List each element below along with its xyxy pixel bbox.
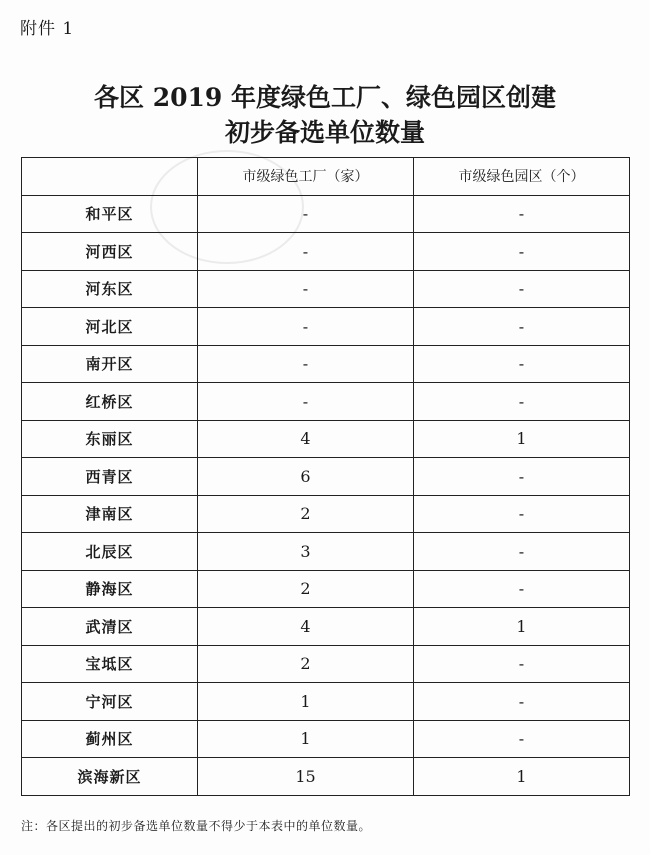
table-row (22, 458, 630, 496)
table-row (22, 270, 630, 308)
district-name-cell: 红桥区 (22, 383, 198, 421)
green-park-count-cell: - (414, 345, 630, 383)
green-park-count-cell: 1 (414, 420, 630, 458)
green-park-count-cell: - (414, 233, 630, 271)
green-factory-count-cell: 2 (198, 570, 414, 608)
district-name-cell: 河北区 (22, 308, 198, 346)
table-row (22, 720, 630, 758)
attachment-label: 附件 1 (20, 19, 75, 39)
header-green-factories: 市级绿色工厂（家） (198, 158, 414, 196)
district-name-cell: 滨海新区 (22, 758, 198, 796)
green-factory-count-cell: - (198, 195, 414, 233)
district-name-cell: 武清区 (22, 608, 198, 646)
district-name-cell: 河西区 (22, 233, 198, 271)
green-factory-count-cell: - (198, 308, 414, 346)
title-line-1: 各区 2019 年度绿色工厂、绿色园区创建 (94, 83, 556, 112)
table-row (22, 533, 630, 571)
district-name-cell: 宝坻区 (22, 645, 198, 683)
district-name-cell: 西青区 (22, 458, 198, 496)
table-row (22, 345, 630, 383)
table-row (22, 195, 630, 233)
green-park-count-cell: 1 (414, 608, 630, 646)
table-row (22, 383, 630, 421)
green-factory-count-cell: 3 (198, 533, 414, 571)
green-park-count-cell: - (414, 458, 630, 496)
green-park-count-cell: - (414, 270, 630, 308)
district-name-cell: 河东区 (22, 270, 198, 308)
district-count-table (21, 157, 630, 796)
district-name-cell: 北辰区 (22, 533, 198, 571)
green-park-count-cell: - (414, 570, 630, 608)
table-row (22, 308, 630, 346)
green-park-count-cell: - (414, 720, 630, 758)
green-park-count-cell: - (414, 683, 630, 721)
green-factory-count-cell: - (198, 345, 414, 383)
green-park-count-cell: 1 (414, 758, 630, 796)
district-name-cell: 和平区 (22, 195, 198, 233)
table-row (22, 645, 630, 683)
green-factory-count-cell: 4 (198, 420, 414, 458)
title-line-2: 初步备选单位数量 (224, 118, 425, 147)
table-row (22, 495, 630, 533)
district-name-cell: 宁河区 (22, 683, 198, 721)
green-park-count-cell: - (414, 195, 630, 233)
district-name-cell: 东丽区 (22, 420, 198, 458)
green-factory-count-cell: - (198, 383, 414, 421)
green-factory-count-cell: 4 (198, 608, 414, 646)
green-factory-count-cell: 2 (198, 495, 414, 533)
footnote: 注：各区提出的初步备选单位数量不得少于本表中的单位数量。 (21, 819, 372, 833)
district-name-cell: 南开区 (22, 345, 198, 383)
green-park-count-cell: - (414, 645, 630, 683)
table-row (22, 758, 630, 796)
table-header-row (22, 158, 630, 196)
district-name-cell: 静海区 (22, 570, 198, 608)
table-row (22, 683, 630, 721)
district-name-cell: 津南区 (22, 495, 198, 533)
table-row (22, 570, 630, 608)
table-row (22, 233, 630, 271)
header-green-parks: 市级绿色园区（个） (414, 158, 630, 196)
green-park-count-cell: - (414, 383, 630, 421)
green-factory-count-cell: 2 (198, 645, 414, 683)
table-row (22, 608, 630, 646)
green-factory-count-cell: 6 (198, 458, 414, 496)
header-district (22, 158, 198, 196)
green-factory-count-cell: - (198, 233, 414, 271)
document-title (0, 80, 650, 150)
green-park-count-cell: - (414, 533, 630, 571)
green-factory-count-cell: - (198, 270, 414, 308)
district-name-cell: 蓟州区 (22, 720, 198, 758)
table-row (22, 420, 630, 458)
green-park-count-cell: - (414, 308, 630, 346)
green-park-count-cell: - (414, 495, 630, 533)
green-factory-count-cell: 1 (198, 683, 414, 721)
green-factory-count-cell: 15 (198, 758, 414, 796)
green-factory-count-cell: 1 (198, 720, 414, 758)
table-body (22, 195, 630, 795)
